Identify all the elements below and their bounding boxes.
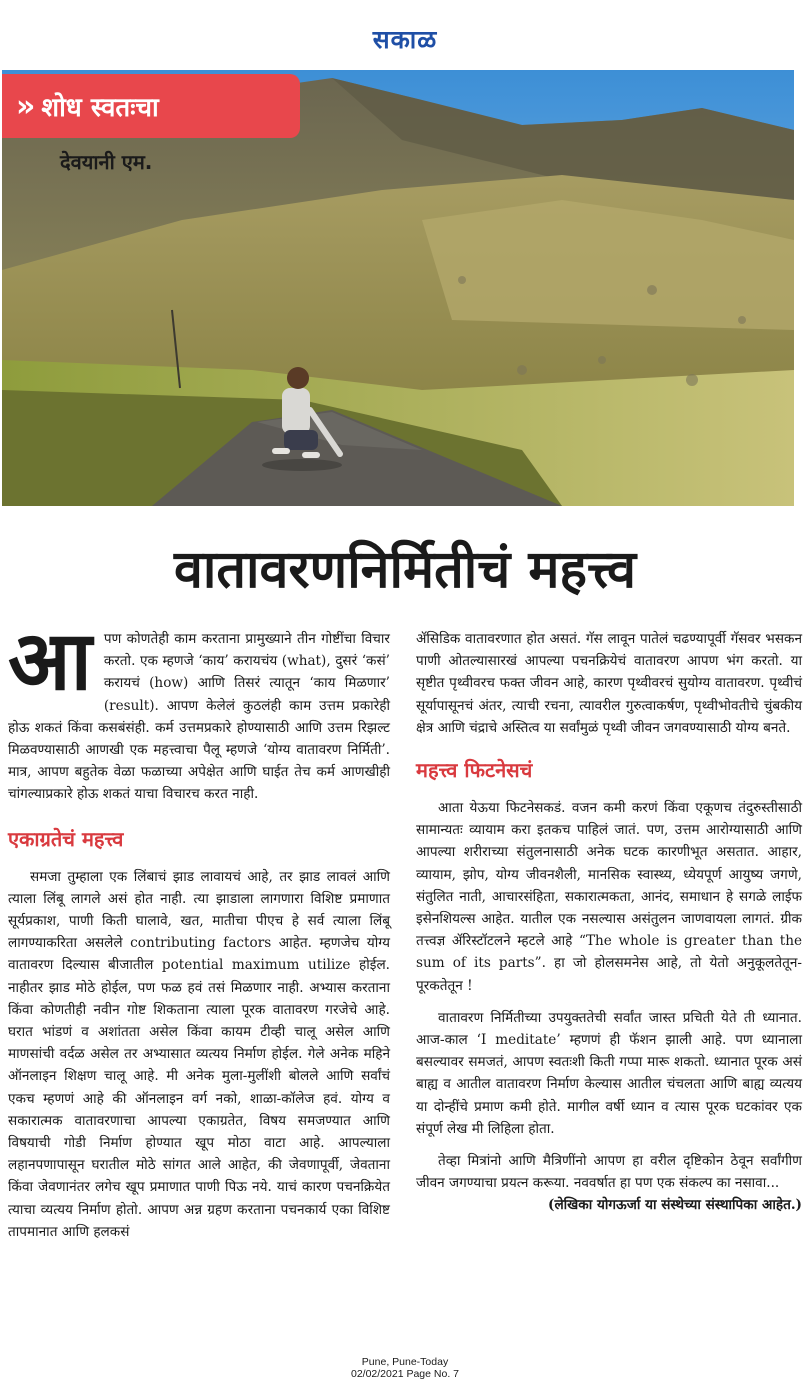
continuation-paragraph: ॲसिडिक वातावरणात होत असतं. गॅस लावून पातेलं चढण्यापूर्वी गॅसवर भसकन पाणी ओतल्यासारखं आपल्या पचनक्रियेचं वातावरण आपण भंग करतो. या सृष्टीत पृथ्वीवरच फक्त जीवन आहे, कारण पृथ्वीवरचं सुयोग्य वातावरण. पृथ्वीचं सूर्यापासूनचं अंतर, त्याची रचना, त्यावरील गुरुत्वाकर्षण, पृथ्वीभोवतीचे चुंबकीय क्षेत्र आणि चंद्राचे अस्तित्व या सर्वांमुळं पृथ्वी जीवन जगवण्यासाठी योग्य बनते. (416, 631, 802, 736)
section-heading-fitness: महत्त्व फिटनेसचं (416, 758, 533, 783)
drop-cap: आ (8, 614, 92, 709)
author-byline: देवयानी एम. (60, 150, 153, 174)
section2-paragraph: वातावरण निर्मितीच्या उपयुक्ततेची सर्वांत जास्त प्रचिती येते ती ध्यानात. आज-काल ‘I meditate’ म्हणणं ही फॅशन झाली आहे. पण ध्यानाला बसल्यावर समजतं, आपण स्वतःशी किती गप्पा मारू शकतो. ध्यानात पूरक असं बाह्य व आतील वातावरण निर्माण केल्यास आतील चंचलता आणि बाह्य व्यत्यय या दोन्हींचे प्रमाण कमी होते. मागील वर्षी ध्यान व त्यास पूरक घटकांवर एक संपूर्ण लेख मी लिहिला होता. (416, 1009, 802, 1137)
chevron-right-icon: » (16, 88, 30, 124)
section-heading-concentration: एकाग्रतेचं महत्त्व (8, 826, 124, 851)
section1-paragraph: समजा तुम्हाला एक लिंबाचं झाड लावायचं आहे, तर झाड लावलं आणि त्याला लिंबू लागले असं होत नाही. त्या झाडाला लागणारा विशिष्ट प्रमाणात सूर्यप्रकाश, पाणी किती घालावे, खत, मातीचा पीएच हे सर्व त्याला लिंबू लागण्याकरिता असलेले contributing factors आहेत. म्हणजेच योग्य वातावरण दिल्यास बीजातील potential maximum utilize होईल. नाहीतर झाड मोठे होईल, पण फळ हवं तसं मिळणार नाही. अभ्यास करताना किंवा कोणतीही नवीन गोष्ट शिकताना त्याला पूरक वातावरण गरजेचे आहे. घरात भांडणं व अशांतता असेल किंवा कायम टीव्ही चालू असेल आणि माणसांची वर्दळ असेल तर अभ्यासात व्यत्यय निर्माण होईल. गेले अनेक महिने ऑनलाइन शिक्षण चालू आहे. मी अनेक मुला-मुलींशी बोलले आणि सर्वांचं एकच म्हणणं आहे की ऑनलाइन वर्ग नको, शाळा-कॉलेज हवं. योग्य व सकारात्मक वातावरणाचा आपल्या एकाग्रतेत, विषय समजण्यात आणि विषयाची गोडी निर्माण होण्यात खूप मोठा वाटा आहे. आपल्याला लहानपणापासून घरातील मोठे सांगत आले आहेत, की जेवणापूर्वी, जेवताना किंवा जेवणानंतर लगेच खूप प्रमाणात पाणी पिऊ नये. याचं कारण पचनक्रियेत त्याचा व्यत्यय निर्माण होतो. आपण अन्न ग्रहण करताना पचनकार्य एका विशिष्ट तापमानात आणि हलकसं (8, 868, 390, 1240)
intro-paragraph (8, 614, 390, 806)
section2-paragraph: आता येऊया फिटनेसकडं. वजन कमी करणं किंवा एकूणच तंदुरुस्तीसाठी सामान्यतः व्यायाम करा इतकच पाहिलं जातं. पण, उत्तम आरोग्यासाठी आणि आपल्या शरीराच्या संतुलनासाठी अनेक घटक कारणीभूत असतात. आहार, व्यायाम, झोप, योग्य जीवनशैली, मानसिक स्वास्थ्य, ध्येयपूर्ण आयुष्य जगणे, संतुलित नाती, आचारसंहिता, सकारात्मकता, आनंद, समाधान हे सगळे लाईफ इसेनशियल्स आहेत. यातील एक नसल्यास असंतुलन जाणवायला लागतं. ग्रीक तत्त्वज्ञ ॲरिस्टॉटलने म्हटले आहे “The whole is greater than the sum of its parts”. हा जो होलसमनेस आहे, तो येतो अनुकूलतेतून-पूरकतेतून ! (416, 800, 802, 994)
article-column-right (416, 628, 802, 1217)
intro-text: पण कोणतेही काम करताना प्रामुख्याने तीन गोष्टींचा विचार करतो. एक म्हणजे ‘काय’ करायचंय (what), दुसरं ‘कसं’ करायचं (how) आणि तिसरं त्यातून ‘काय मिळणार’ (result). आपण केलेलं कुठलंही काम उत्तम प्रकारेही होऊ शकतं किंवा कसबंसंही. कर्म उत्तमप्रकारे होण्यासाठी आणि उत्तम रिझल्ट मिळवण्यासाठी आणखी एक महत्त्वाचा पैलू म्हणजे ‘योग्य वातावरण निर्मिती’. मात्र, आपण बहुतेक वेळा फळाच्या अपेक्षेत आणि घाईत तेच कर्म आणखीही चांगल्याप्रकारे होऊ शकतं याचा विचारच करत नाही. (8, 631, 390, 803)
article-headline: वातावरणनिर्मितीचं महत्त्व (173, 540, 637, 600)
column-tag-label: शोध स्वतःचा (41, 93, 159, 123)
author-note: (लेखिका योगऊर्जा या संस्थेच्या संस्थापिका आहेत.) (548, 1197, 802, 1214)
newspaper-masthead: सकाळ (372, 25, 438, 54)
page-footer (0, 1356, 810, 1380)
article-column-left (8, 614, 390, 1243)
footer-date-page: 02/02/2021 Page No. 7 (350, 1368, 459, 1380)
footer-edition: Pune, Pune-Today (361, 1356, 449, 1368)
column-tag (2, 74, 300, 138)
section2-paragraph: तेव्हा मित्रांनो आणि मैत्रिणींनो आपण हा वरील दृष्टिकोन ठेवून सर्वांगीण जीवन जगण्याचा प्रयत्न करूया. नववर्षात हा पण एक संकल्प का नसावा... (416, 1153, 802, 1192)
